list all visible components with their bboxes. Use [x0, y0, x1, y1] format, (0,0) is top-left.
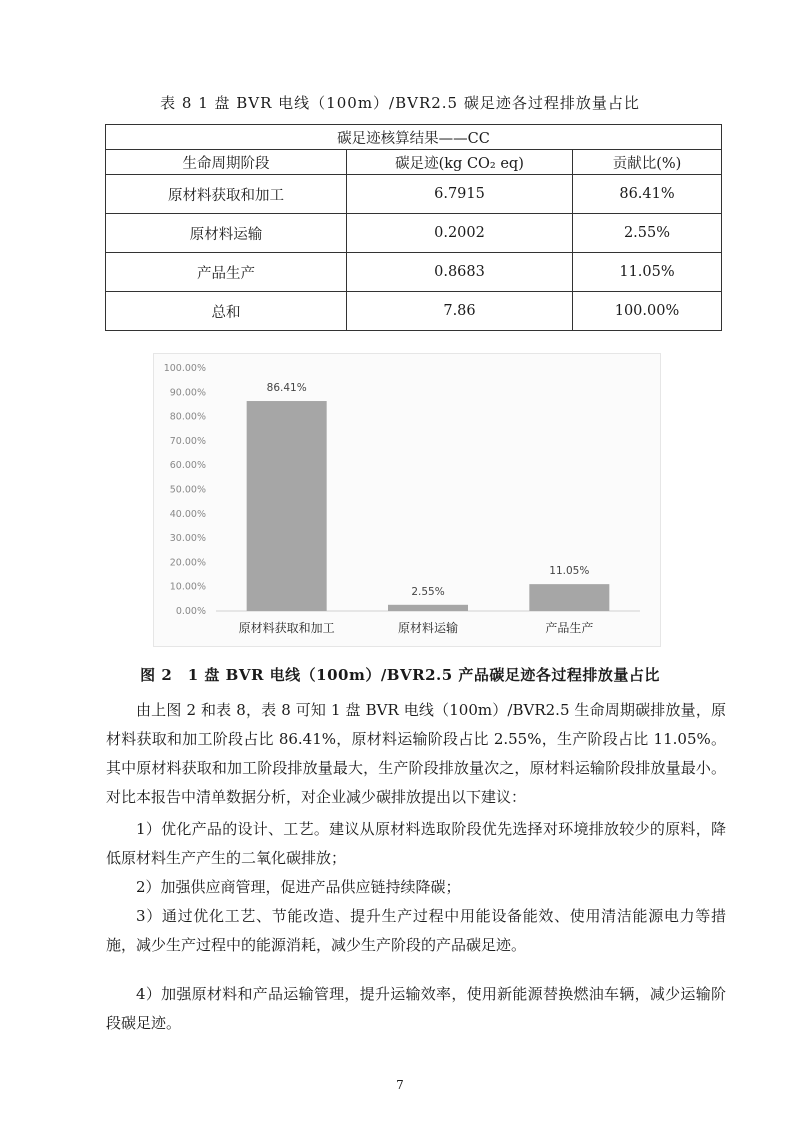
bar [388, 605, 468, 611]
column-header: 贡献比(%) [573, 150, 722, 175]
y-tick-label: 0.00% [175, 606, 206, 617]
table-cell: 总和 [106, 292, 347, 331]
y-tick-label: 10.00% [169, 581, 206, 593]
bar [529, 584, 609, 611]
table-cell: 7.86 [347, 292, 573, 331]
table-row [106, 175, 722, 214]
table-group-header-row [106, 125, 722, 150]
table-cell: 100.00% [573, 292, 722, 331]
table-cell: 0.2002 [347, 214, 573, 253]
y-tick-label: 60.00% [169, 460, 206, 472]
y-tick-label: 90.00% [169, 387, 206, 399]
y-tick-label: 20.00% [169, 557, 206, 569]
y-tick-label: 100.00% [163, 363, 206, 374]
suggestion-4: 4）加强原材料和产品运输管理，提升运输效率，使用新能源替换燃油车辆，减少运输阶段碳足迹。 [106, 985, 726, 1032]
table-cell: 86.41% [573, 175, 722, 214]
table-row [106, 253, 722, 292]
suggestion-3: 3）通过优化工艺、节能改造、提升生产过程中用能设备能效、使用清洁能源电力等措施，减少生产过程中的能源消耗，减少生产阶段的产品碳足迹。 [106, 907, 726, 954]
table-group-header: 碳足迹核算结果——CC [106, 125, 722, 150]
figure-caption: 图 2 1 盘 BVR 电线（100m）/BVR2.5 产品碳足迹各过程排放量占比 [140, 666, 660, 684]
bar-chart-svg [154, 354, 660, 646]
category-label: 产品生产 [545, 621, 594, 635]
data-label: 11.05% [549, 565, 590, 578]
y-tick-label: 50.00% [169, 484, 206, 496]
bar [247, 401, 327, 611]
carbon-footprint-table [105, 124, 722, 331]
data-label: 86.41% [266, 382, 307, 395]
table-cell: 原材料运输 [106, 214, 347, 253]
table-caption: 表 8 1 盘 BVR 电线（100m）/BVR2.5 碳足迹各过程排放量占比 [160, 94, 640, 112]
y-tick-label: 40.00% [169, 508, 206, 520]
table-cell: 产品生产 [106, 253, 347, 292]
table-row [106, 214, 722, 253]
category-label: 原材料运输 [397, 621, 459, 635]
table-header-row [106, 150, 722, 175]
table-cell: 0.8683 [347, 253, 573, 292]
table-row [106, 292, 722, 331]
table-cell: 2.55% [573, 214, 722, 253]
y-tick-label: 30.00% [169, 533, 206, 545]
table-cell: 原材料获取和加工 [106, 175, 347, 214]
suggestion-2: 2）加强供应商管理，促进产品供应链持续降碳； [136, 878, 461, 896]
table-cell: 6.7915 [347, 175, 573, 214]
bar-chart [153, 353, 661, 647]
y-tick-label: 80.00% [169, 411, 206, 423]
suggestion-1: 1）优化产品的设计、工艺。建议从原材料选取阶段优先选择对环境排放较少的原料，降低原材料生产产生的二氧化碳排放； [106, 820, 726, 867]
table-cell: 11.05% [573, 253, 722, 292]
data-label: 2.55% [411, 585, 445, 598]
analysis-paragraph: 由上图 2 和表 8，表 8 可知 1 盘 BVR 电线（100m）/BVR2.5 生命周期碳排放量，原材料获取和加工阶段占比 86.41%，原材料运输阶段占比 2.55%，生产阶段占比 11.05%。其中原材料获取和加工阶段排放量最大，生产阶段排放量次之，原材料运输阶段排放量最小。对比本报告中清单数据分析，对企业减少碳排放提出以下建议： [106, 701, 726, 806]
column-header: 碳足迹(kg CO₂ eq) [347, 150, 573, 175]
category-label: 原材料获取和加工 [238, 621, 335, 635]
page-number: 7 [396, 1078, 404, 1092]
y-tick-label: 70.00% [169, 435, 206, 447]
column-header: 生命周期阶段 [106, 150, 347, 175]
